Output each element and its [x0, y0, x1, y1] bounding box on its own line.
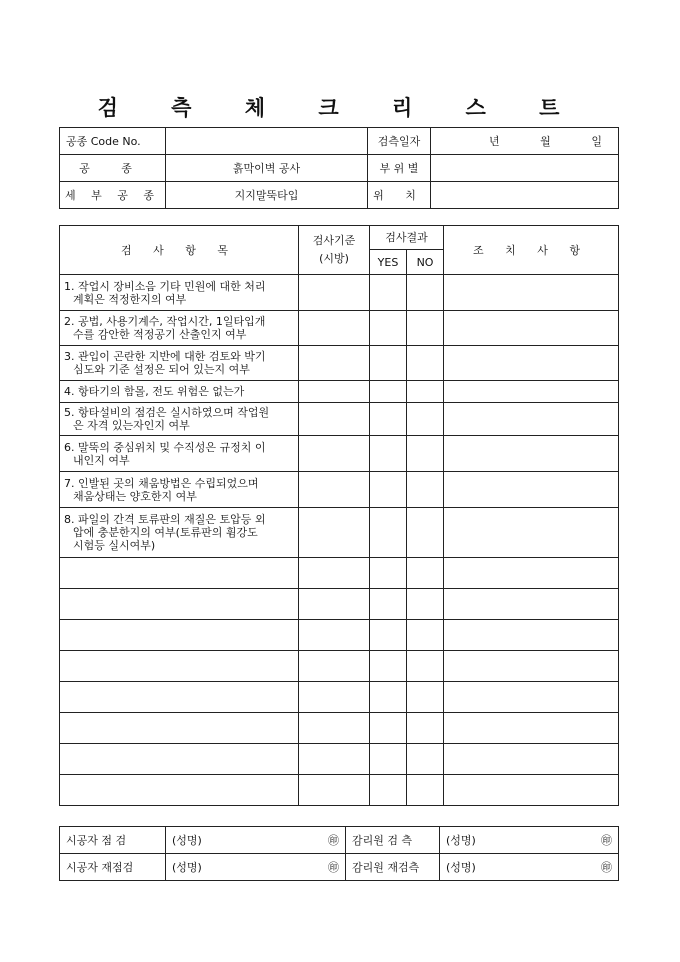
location-value[interactable]	[431, 182, 619, 209]
criteria-cell[interactable]	[299, 472, 370, 508]
day-label: 일	[591, 134, 602, 148]
blank-cell[interactable]	[370, 651, 407, 682]
blank-cell[interactable]	[407, 775, 444, 806]
table-row-blank	[60, 620, 619, 651]
header-criteria-label: 검사기준	[312, 234, 356, 247]
contractor-reinspect-label: 시공자 재점검	[60, 854, 166, 881]
work-type-value[interactable]: 흙막이벽 공사	[166, 155, 368, 182]
blank-cell[interactable]	[60, 558, 299, 589]
blank-cell[interactable]	[370, 744, 407, 775]
table-row-blank	[60, 682, 619, 713]
table-row-blank	[60, 713, 619, 744]
table-row	[60, 403, 619, 436]
blank-cell[interactable]	[407, 620, 444, 651]
item-line: 은 자격 있는자인지 여부	[73, 419, 190, 432]
page-title: 검 측 체 크 리 스 트	[97, 95, 583, 120]
item-line: 계획은 적정한지의 여부	[73, 292, 187, 306]
no-cell[interactable]	[407, 436, 444, 472]
name-label: (성명)	[172, 833, 202, 847]
item-line: 수를 감안한 적정공기 산출인지 여부	[73, 328, 247, 341]
blank-cell[interactable]	[444, 620, 619, 651]
blank-cell[interactable]	[299, 713, 370, 744]
table-row-blank	[60, 589, 619, 620]
blank-cell[interactable]	[299, 620, 370, 651]
yes-cell[interactable]	[370, 403, 407, 436]
supervisor-reinspect-signature[interactable]	[440, 854, 619, 881]
blank-cell[interactable]	[370, 589, 407, 620]
inspection-item	[60, 311, 299, 346]
item-line: 8. 파일의 간격 토류판의 재질은 토압등 외	[64, 513, 266, 526]
header-yes: YES	[370, 250, 407, 275]
header-criteria-sub: (시방)	[319, 252, 349, 265]
supervisor-inspect-signature[interactable]	[440, 827, 619, 854]
blank-cell[interactable]	[370, 713, 407, 744]
action-cell[interactable]	[444, 472, 619, 508]
blank-cell[interactable]	[60, 651, 299, 682]
inspection-date-label: 검측일자	[368, 128, 431, 155]
criteria-cell[interactable]	[299, 311, 370, 346]
seal-icon: ㊞	[328, 860, 339, 874]
blank-cell[interactable]	[370, 558, 407, 589]
item-line: 시험등 실시여부)	[73, 539, 156, 552]
yes-cell[interactable]	[370, 275, 407, 311]
contractor-inspect-label: 시공자 점 검	[60, 827, 166, 854]
blank-cell[interactable]	[370, 620, 407, 651]
year-label: 년	[489, 134, 500, 148]
contractor-reinspect-signature[interactable]	[166, 854, 346, 881]
inspection-item	[60, 472, 299, 508]
inspection-date-value[interactable]	[431, 128, 619, 155]
yes-cell[interactable]	[370, 436, 407, 472]
inspection-item	[60, 403, 299, 436]
blank-cell[interactable]	[407, 651, 444, 682]
table-row	[60, 508, 619, 558]
yes-cell[interactable]	[370, 346, 407, 381]
no-cell[interactable]	[407, 346, 444, 381]
no-cell[interactable]	[407, 275, 444, 311]
blank-cell[interactable]	[407, 589, 444, 620]
header-criteria	[299, 226, 370, 275]
blank-cell[interactable]	[299, 651, 370, 682]
signature-table	[59, 826, 619, 881]
blank-cell[interactable]	[299, 682, 370, 713]
action-cell[interactable]	[444, 508, 619, 558]
blank-cell[interactable]	[370, 775, 407, 806]
work-type-label: 공 종	[60, 155, 166, 182]
table-row	[60, 436, 619, 472]
work-code-value[interactable]	[166, 128, 368, 155]
blank-cell[interactable]	[60, 775, 299, 806]
item-line: 3. 관입이 곤란한 지반에 대한 검토와 박기	[64, 350, 266, 363]
supervisor-inspect-label: 감리원 검 측	[346, 827, 440, 854]
item-line: 압에 충분한지의 여부(토류판의 휨강도	[73, 526, 258, 539]
blank-cell[interactable]	[444, 713, 619, 744]
no-cell[interactable]	[407, 381, 444, 403]
yes-cell[interactable]	[370, 508, 407, 558]
inspection-item	[60, 346, 299, 381]
blank-cell[interactable]	[407, 744, 444, 775]
item-line: 2. 공법, 사용기계수, 작업시간, 1일타입개	[64, 315, 266, 328]
contractor-inspect-signature[interactable]	[166, 827, 346, 854]
blank-cell[interactable]	[60, 589, 299, 620]
criteria-cell[interactable]	[299, 275, 370, 311]
item-line: 5. 항타설비의 점검은 실시하였으며 작업원	[64, 406, 270, 419]
supervisor-reinspect-label: 감리원 재검측	[346, 854, 440, 881]
blank-cell[interactable]	[444, 744, 619, 775]
header-action: 조 치 사 항	[444, 226, 619, 275]
blank-cell[interactable]	[407, 713, 444, 744]
no-cell[interactable]	[407, 403, 444, 436]
seal-icon: ㊞	[601, 833, 612, 847]
blank-cell[interactable]	[299, 589, 370, 620]
blank-cell[interactable]	[60, 713, 299, 744]
table-row	[60, 346, 619, 381]
detail-work-value[interactable]: 지지말뚝타입	[166, 182, 368, 209]
blank-cell[interactable]	[370, 682, 407, 713]
name-label: (성명)	[172, 860, 202, 874]
item-line: 7. 인발된 곳의 채움방법은 수립되었으며	[64, 476, 259, 490]
inspection-item	[60, 381, 299, 403]
blank-cell[interactable]	[299, 744, 370, 775]
yes-cell[interactable]	[370, 381, 407, 403]
checklist-table	[59, 225, 619, 806]
blank-cell[interactable]	[60, 620, 299, 651]
blank-cell[interactable]	[407, 682, 444, 713]
inspection-item	[60, 508, 299, 558]
table-row	[60, 381, 619, 403]
no-cell[interactable]	[407, 311, 444, 346]
no-cell[interactable]	[407, 508, 444, 558]
work-code-label: 공종 Code No.	[60, 128, 166, 155]
detail-work-label: 세 부 공 종	[60, 182, 166, 209]
inspection-item	[60, 275, 299, 311]
yes-cell[interactable]	[370, 472, 407, 508]
yes-cell[interactable]	[370, 311, 407, 346]
criteria-cell[interactable]	[299, 436, 370, 472]
inspection-item	[60, 436, 299, 472]
month-label: 월	[540, 134, 551, 148]
item-line: 심도와 기준 설정은 되어 있는지 여부	[73, 363, 250, 376]
item-line: 채움상태는 양호한지 여부	[73, 489, 197, 503]
action-cell[interactable]	[444, 346, 619, 381]
blank-cell[interactable]	[444, 775, 619, 806]
info-table	[59, 127, 619, 209]
criteria-cell[interactable]	[299, 381, 370, 403]
table-row	[60, 311, 619, 346]
blank-cell[interactable]	[299, 558, 370, 589]
blank-cell[interactable]	[444, 558, 619, 589]
table-row-blank	[60, 775, 619, 806]
blank-cell[interactable]	[444, 589, 619, 620]
blank-cell[interactable]	[444, 682, 619, 713]
no-cell[interactable]	[407, 472, 444, 508]
item-line: 4. 항타기의 함몰, 전도 위험은 없는가	[64, 385, 245, 398]
action-cell[interactable]	[444, 403, 619, 436]
table-row	[60, 275, 619, 311]
criteria-cell[interactable]	[299, 403, 370, 436]
blank-cell[interactable]	[60, 744, 299, 775]
criteria-cell[interactable]	[299, 346, 370, 381]
table-row-blank	[60, 651, 619, 682]
header-no: NO	[407, 250, 444, 275]
name-label: (성명)	[446, 860, 476, 874]
item-line: 내인지 여부	[73, 453, 130, 467]
criteria-cell[interactable]	[299, 508, 370, 558]
location-label: 위 치	[368, 182, 431, 209]
action-cell[interactable]	[444, 275, 619, 311]
part-value[interactable]	[431, 155, 619, 182]
blank-cell[interactable]	[407, 558, 444, 589]
table-row	[60, 472, 619, 508]
table-row-blank	[60, 558, 619, 589]
action-cell[interactable]	[444, 436, 619, 472]
part-label: 부 위 별	[368, 155, 431, 182]
blank-cell[interactable]	[299, 775, 370, 806]
action-cell[interactable]	[444, 311, 619, 346]
table-row-blank	[60, 744, 619, 775]
seal-icon: ㊞	[601, 860, 612, 874]
item-line: 1. 작업시 장비소음 기타 민원에 대한 처리	[64, 279, 266, 293]
header-inspection-item: 검 사 항 목	[60, 226, 299, 275]
action-cell[interactable]	[444, 381, 619, 403]
blank-cell[interactable]	[444, 651, 619, 682]
seal-icon: ㊞	[328, 833, 339, 847]
item-line: 6. 말뚝의 중심위치 및 수직성은 규정치 이	[64, 440, 266, 454]
header-result: 검사결과	[370, 226, 444, 250]
name-label: (성명)	[446, 833, 476, 847]
blank-cell[interactable]	[60, 682, 299, 713]
